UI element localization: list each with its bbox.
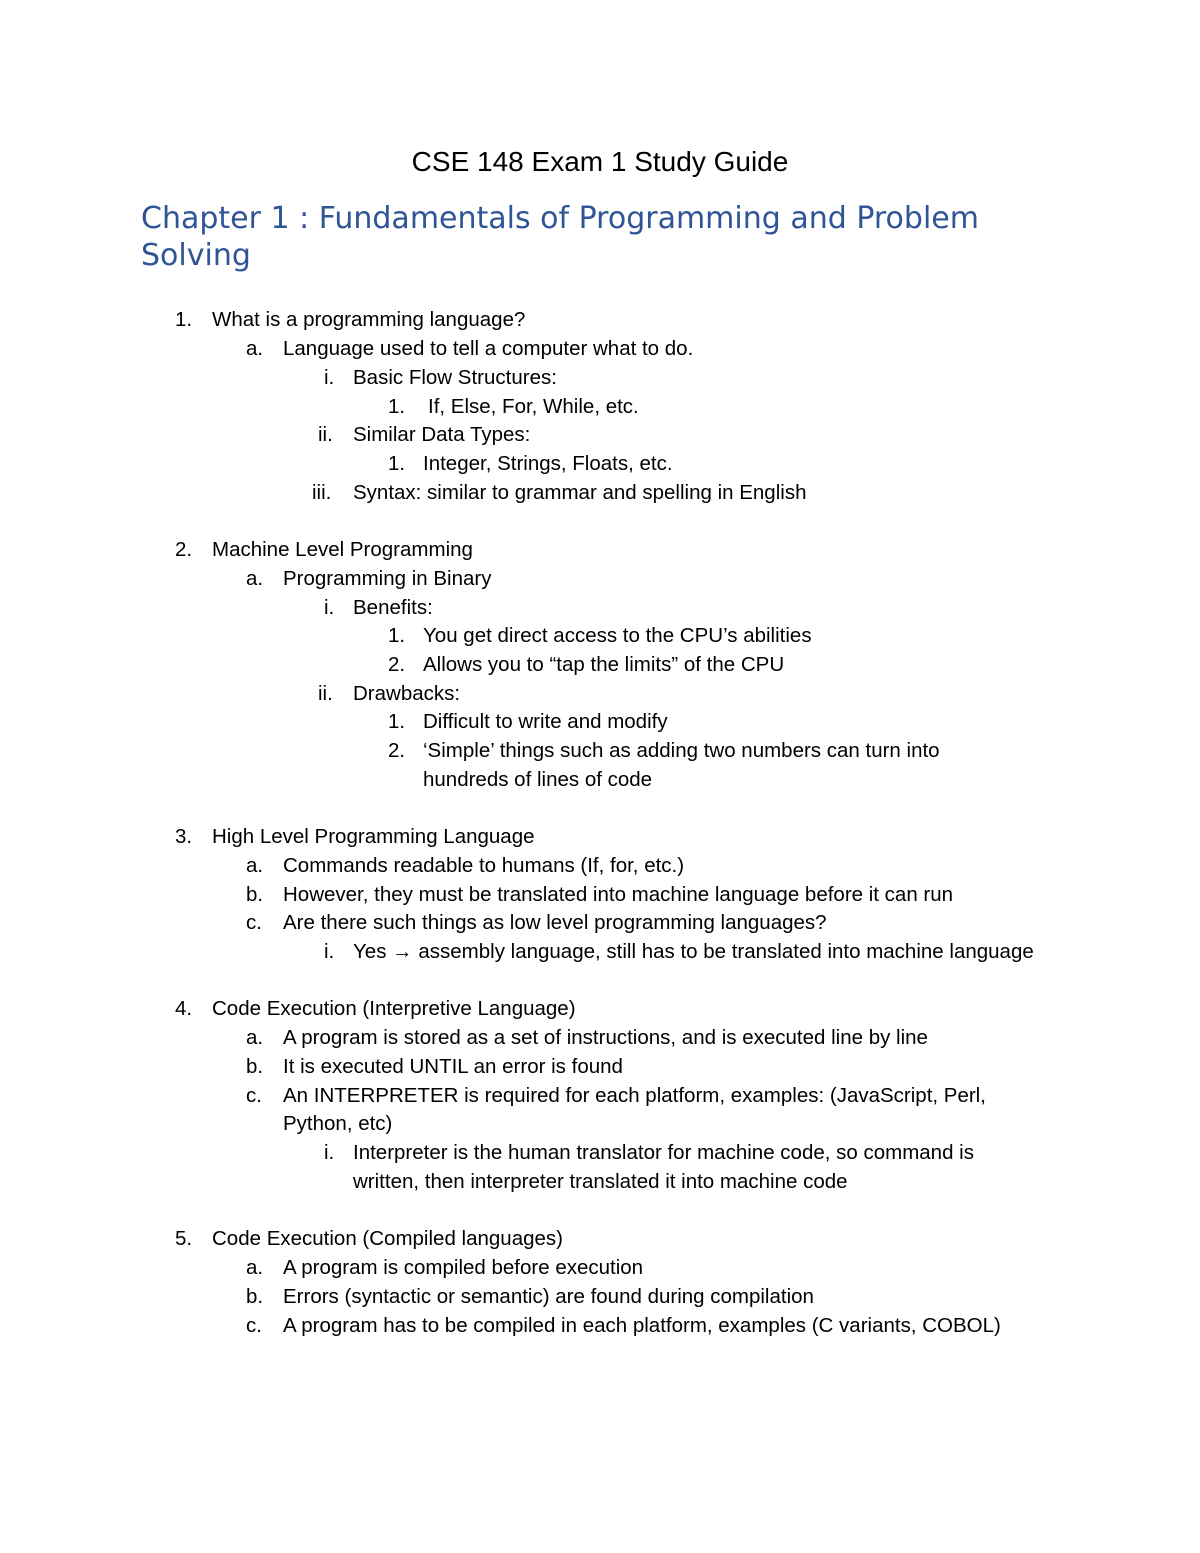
question-3-text: High Level Programming Language bbox=[212, 825, 535, 848]
item-letter: b. bbox=[246, 1285, 264, 1308]
item-letter: b. bbox=[246, 883, 264, 906]
item-letter: a. bbox=[246, 854, 264, 877]
item-number: 5. bbox=[175, 1227, 193, 1250]
item-number: 2. bbox=[388, 653, 406, 676]
list-item-continued: Python, etc) bbox=[283, 1112, 393, 1135]
list-item: Language used to tell a computer what to do. bbox=[283, 337, 694, 360]
list-item: Allows you to “tap the limits” of the CPU bbox=[423, 653, 785, 676]
list-item: You get direct access to the CPU’s abilities bbox=[423, 624, 812, 647]
list-item-continued: hundreds of lines of code bbox=[423, 768, 653, 791]
list-item: Errors (syntactic or semantic) are found during compilation bbox=[283, 1285, 814, 1308]
list-item-continued: written, then interpreter translated it into machine code bbox=[353, 1170, 848, 1193]
list-item: ‘Simple’ things such as adding two numbers can turn into bbox=[423, 739, 940, 762]
list-item: If, Else, For, While, etc. bbox=[428, 395, 639, 418]
list-item: Benefits: bbox=[353, 596, 433, 619]
item-number: 1. bbox=[388, 624, 406, 647]
list-item: An INTERPRETER is required for each platform, examples: (JavaScript, Perl, bbox=[283, 1084, 986, 1107]
list-item: Programming in Binary bbox=[283, 567, 492, 590]
list-item: Similar Data Types: bbox=[353, 423, 531, 446]
item-roman: i. bbox=[324, 596, 335, 619]
item-letter: c. bbox=[246, 1084, 262, 1107]
list-item: Commands readable to humans (If, for, etc.) bbox=[283, 854, 685, 877]
item-number: 2. bbox=[175, 538, 193, 561]
item-letter: a. bbox=[246, 1026, 264, 1049]
list-item bbox=[353, 938, 1034, 966]
question-4-text: Code Execution (Interpretive Language) bbox=[212, 997, 576, 1020]
chapter-heading: Chapter 1 : Fundamentals of Programming and Problem Solving bbox=[141, 201, 979, 273]
right-arrow-icon: → bbox=[392, 940, 413, 963]
item-letter: a. bbox=[246, 337, 264, 360]
item-number: 4. bbox=[175, 997, 193, 1020]
question-1-text: What is a programming language? bbox=[212, 308, 526, 331]
list-item: Basic Flow Structures: bbox=[353, 366, 557, 389]
list-item-text: Yes bbox=[353, 940, 387, 963]
item-roman: i. bbox=[324, 940, 335, 963]
item-roman: i. bbox=[324, 366, 335, 389]
list-item: Integer, Strings, Floats, etc. bbox=[423, 452, 673, 475]
list-item: A program has to be compiled in each platform, examples (C variants, COBOL) bbox=[283, 1314, 1001, 1337]
item-number: 3. bbox=[175, 825, 193, 848]
list-item-text: assembly language, still has to be translated into machine language bbox=[418, 940, 1034, 963]
list-item: Interpreter is the human translator for machine code, so command is bbox=[353, 1141, 974, 1164]
item-number: 1. bbox=[388, 710, 406, 733]
item-roman: i. bbox=[324, 1141, 335, 1164]
item-letter: b. bbox=[246, 1055, 264, 1078]
list-item: Are there such things as low level programming languages? bbox=[283, 911, 827, 934]
list-item: Difficult to write and modify bbox=[423, 710, 668, 733]
item-number: 2. bbox=[388, 739, 406, 762]
list-item: Drawbacks: bbox=[353, 682, 461, 705]
item-roman: ii. bbox=[318, 682, 333, 705]
item-number: 1. bbox=[388, 395, 406, 418]
list-item: It is executed UNTIL an error is found bbox=[283, 1055, 623, 1078]
list-item: Syntax: similar to grammar and spelling in English bbox=[353, 481, 807, 504]
question-2-text: Machine Level Programming bbox=[212, 538, 473, 561]
question-5-text: Code Execution (Compiled languages) bbox=[212, 1227, 563, 1250]
document-title: CSE 148 Exam 1 Study Guide bbox=[411, 146, 789, 177]
list-item: A program is compiled before execution bbox=[283, 1256, 644, 1279]
item-roman: iii. bbox=[312, 481, 332, 504]
item-number: 1. bbox=[388, 452, 406, 475]
item-letter: a. bbox=[246, 1256, 264, 1279]
item-letter: a. bbox=[246, 567, 264, 590]
list-item: A program is stored as a set of instructions, and is executed line by line bbox=[283, 1026, 928, 1049]
item-letter: c. bbox=[246, 1314, 262, 1337]
item-number: 1. bbox=[175, 308, 193, 331]
list-item: However, they must be translated into machine language before it can run bbox=[283, 883, 954, 906]
item-letter: c. bbox=[246, 911, 262, 934]
item-roman: ii. bbox=[318, 423, 333, 446]
